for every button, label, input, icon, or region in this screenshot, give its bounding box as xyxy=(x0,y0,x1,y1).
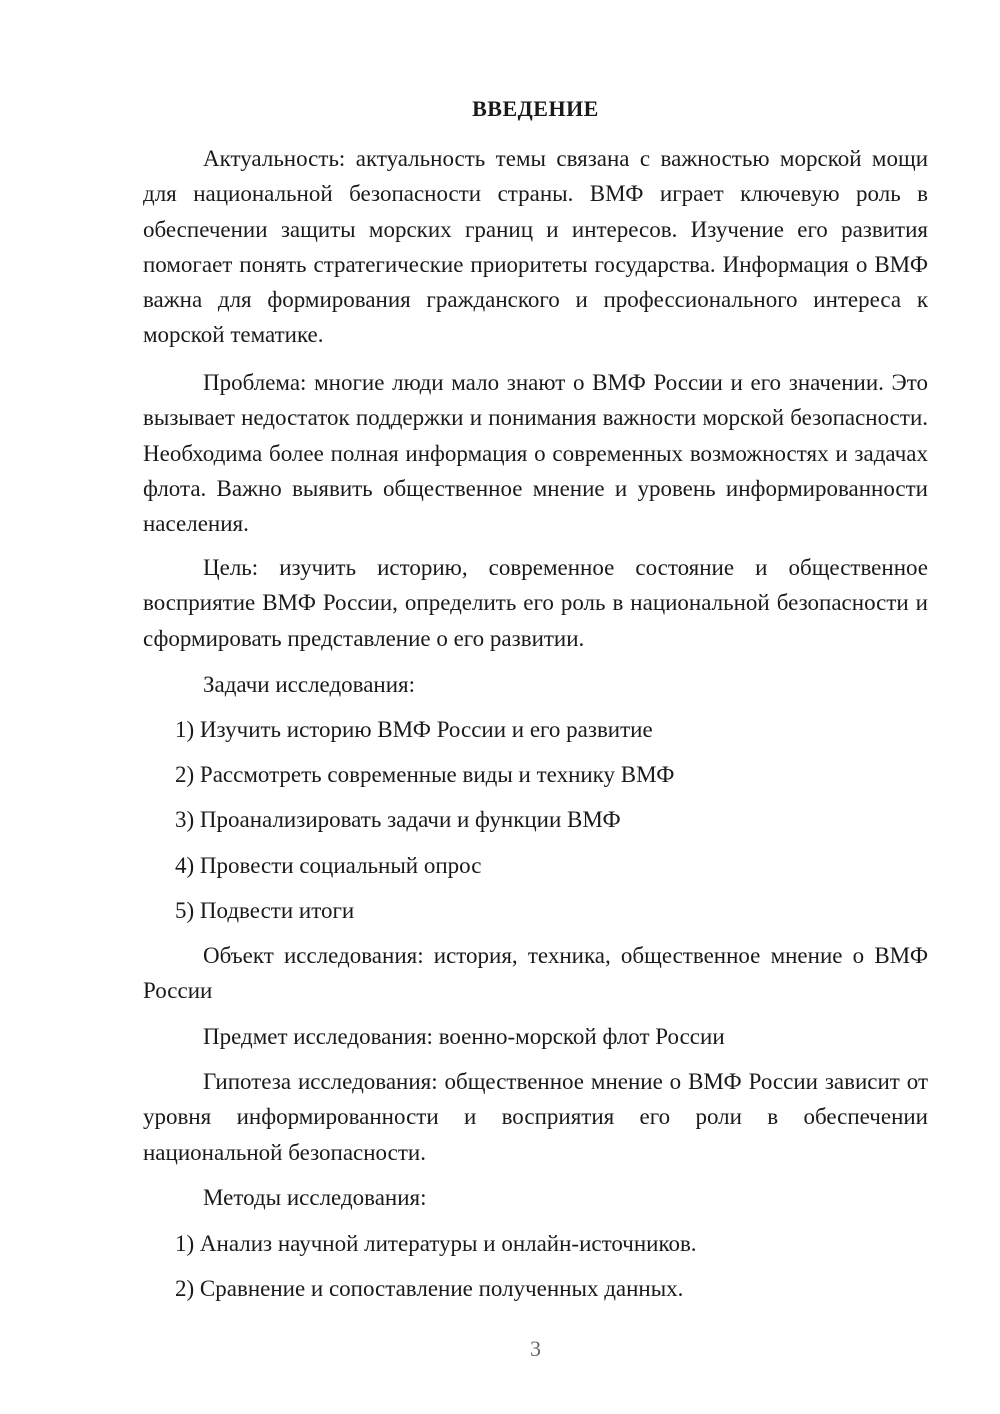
task-item: 5) Подвести итоги xyxy=(175,898,355,923)
method-item: 1) Анализ научной литературы и онлайн-источников. xyxy=(175,1231,697,1256)
method-item: 2) Сравнение и сопоставление полученных данных. xyxy=(175,1276,684,1301)
problem-paragraph: Проблема: многие люди мало знают о ВМФ России и его значении. Это вызывает недостаток поддержки и понимания важности морской безопасности. Необходима более полная информация о современных возможностях и задачах флота. Важно выявить общественное мнение и уровень информированности населения. xyxy=(143,370,928,537)
relevance-paragraph: Актуальность: актуальность темы связана с важностью морской мощи для национальной безопасности страны. ВМФ играет ключевую роль в обеспечении защиты морских границ и интересов. Изучение его развития помогает понять стратегические приоритеты государства. Информация о ВМФ важна для формирования гражданского и профессионального интереса к морской тематике. xyxy=(143,146,928,348)
task-item: 4) Провести социальный опрос xyxy=(175,853,482,878)
tasks-heading: Задачи исследования: xyxy=(203,672,416,697)
page-number: 3 xyxy=(530,1336,541,1361)
object-paragraph: Объект исследования: история, техника, общественное мнение о ВМФ России xyxy=(143,943,928,1004)
goal-paragraph: Цель: изучить историю, современное состояние и общественное восприятие ВМФ России, определить его роль в национальной безопасности и сформировать представление о его развитии. xyxy=(143,555,928,651)
subject-paragraph: Предмет исследования: военно-морской флот России xyxy=(203,1024,725,1049)
task-item: 1) Изучить историю ВМФ России и его развитие xyxy=(175,717,653,742)
methods-heading: Методы исследования: xyxy=(203,1185,427,1210)
task-item: 2) Рассмотреть современные виды и технику ВМФ xyxy=(175,762,675,787)
hypothesis-paragraph: Гипотеза исследования: общественное мнение о ВМФ России зависит от уровня информированности и восприятия его роли в обеспечении национальной безопасности. xyxy=(143,1069,928,1165)
task-item: 3) Проанализировать задачи и функции ВМФ xyxy=(175,807,621,832)
section-title: ВВЕДЕНИЕ xyxy=(472,96,599,121)
